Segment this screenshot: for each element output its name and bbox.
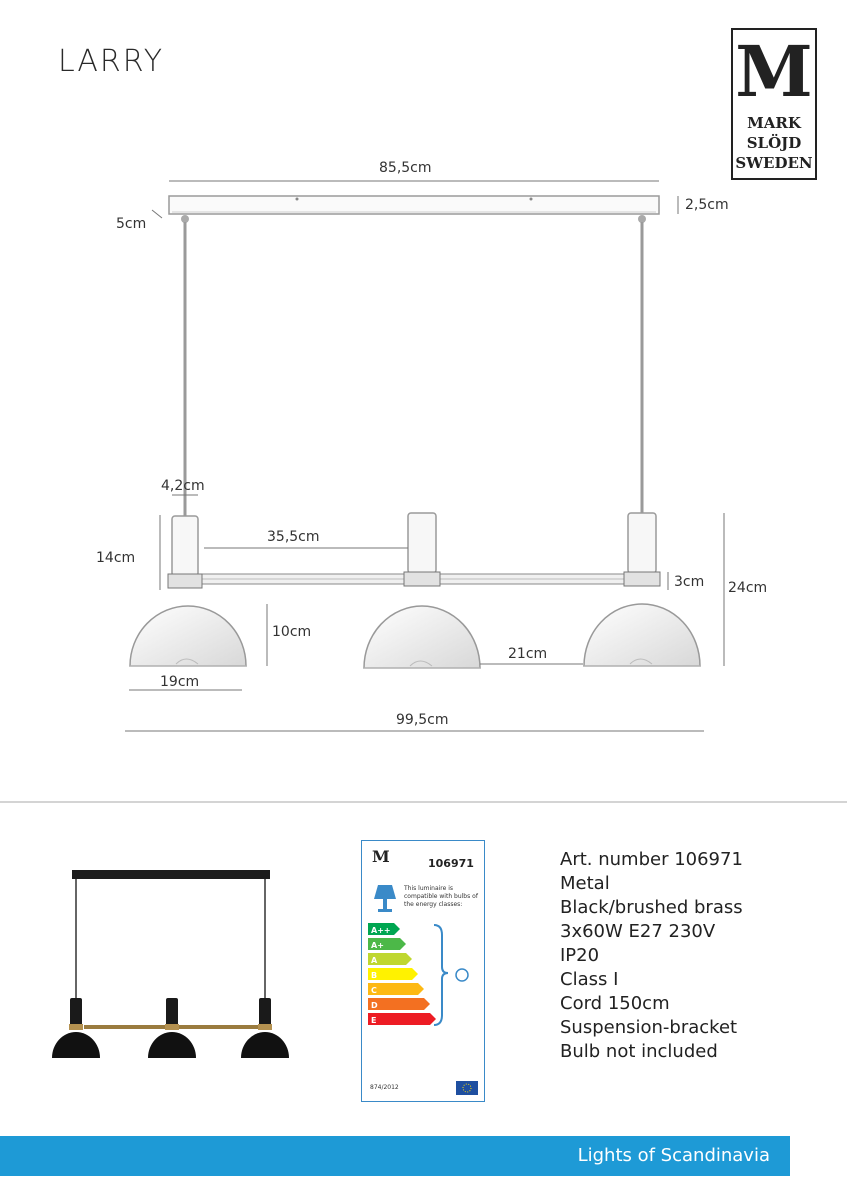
dim-shade-diameter-left: 19cm — [160, 674, 200, 690]
dim-spacing: 35,5cm — [267, 529, 320, 545]
logo-mark: M — [735, 30, 813, 113]
canopy — [169, 196, 659, 214]
class-range-bracket — [434, 925, 448, 1025]
dim-shade-diameter-right: 21cm — [508, 646, 548, 662]
energy-class-label: B — [371, 971, 378, 980]
spec-item: Art. number 106971 — [560, 849, 743, 870]
dim-shade-height: 10cm — [272, 624, 312, 640]
logo-line-sweden: SWEDEN — [735, 154, 813, 172]
spec-item: Suspension-bracket — [560, 1017, 738, 1038]
product-title: LARRY — [58, 44, 165, 79]
energy-label-article: 106971 — [428, 857, 474, 870]
dim-canopy-height: 2,5cm — [685, 197, 729, 213]
spec-item: 3x60W E27 230V — [560, 921, 716, 942]
spec-item: Class I — [560, 969, 619, 990]
energy-class-scale — [368, 923, 480, 1035]
spec-item: Metal — [560, 873, 610, 894]
dim-canopy-depth: 5cm — [116, 216, 147, 232]
logo-line-mark: MARK — [747, 114, 801, 132]
energy-class-label: E — [371, 1016, 377, 1025]
section-divider — [0, 801, 847, 803]
footer-tagline: Lights of Scandinavia — [577, 1145, 770, 1166]
spec-item: Cord 150cm — [560, 993, 670, 1014]
energy-label-info: This luminaire is compatible with bulbs of the energy classes: — [404, 885, 478, 908]
energy-label-regulation: 874/2012 — [370, 1084, 399, 1091]
dim-bar-height: 3cm — [674, 574, 705, 590]
energy-label — [361, 840, 485, 1102]
energy-class-label: D — [371, 1001, 378, 1010]
spec-list — [560, 848, 743, 1064]
lamp-icon — [372, 881, 398, 915]
spec-item: Bulb not included — [560, 1041, 718, 1062]
energy-class-label: A — [371, 956, 378, 965]
lamp-middle — [364, 513, 480, 668]
energy-class-label: C — [371, 986, 377, 995]
dim-total-length: 99,5cm — [396, 712, 449, 728]
dim-body-diameter: 4,2cm — [161, 478, 205, 494]
dim-total-height: 24cm — [728, 580, 768, 596]
spec-item: Black/brushed brass — [560, 897, 743, 918]
logo-line-slojd: SLÖJD — [746, 134, 802, 152]
bulb-icon — [456, 969, 468, 981]
lamp-left — [130, 516, 246, 666]
dim-body-height: 14cm — [96, 550, 136, 566]
dim-canopy-length: 85,5cm — [379, 160, 432, 176]
energy-class-arrow — [368, 1013, 436, 1025]
energy-class-label: A+ — [371, 941, 384, 950]
energy-label-logo: M — [372, 847, 390, 866]
footer-bar — [0, 1136, 790, 1176]
spec-item: IP20 — [560, 945, 600, 966]
energy-class-label: A++ — [371, 926, 391, 935]
product-photo — [50, 860, 295, 1070]
eu-flag-icon — [456, 1081, 478, 1095]
